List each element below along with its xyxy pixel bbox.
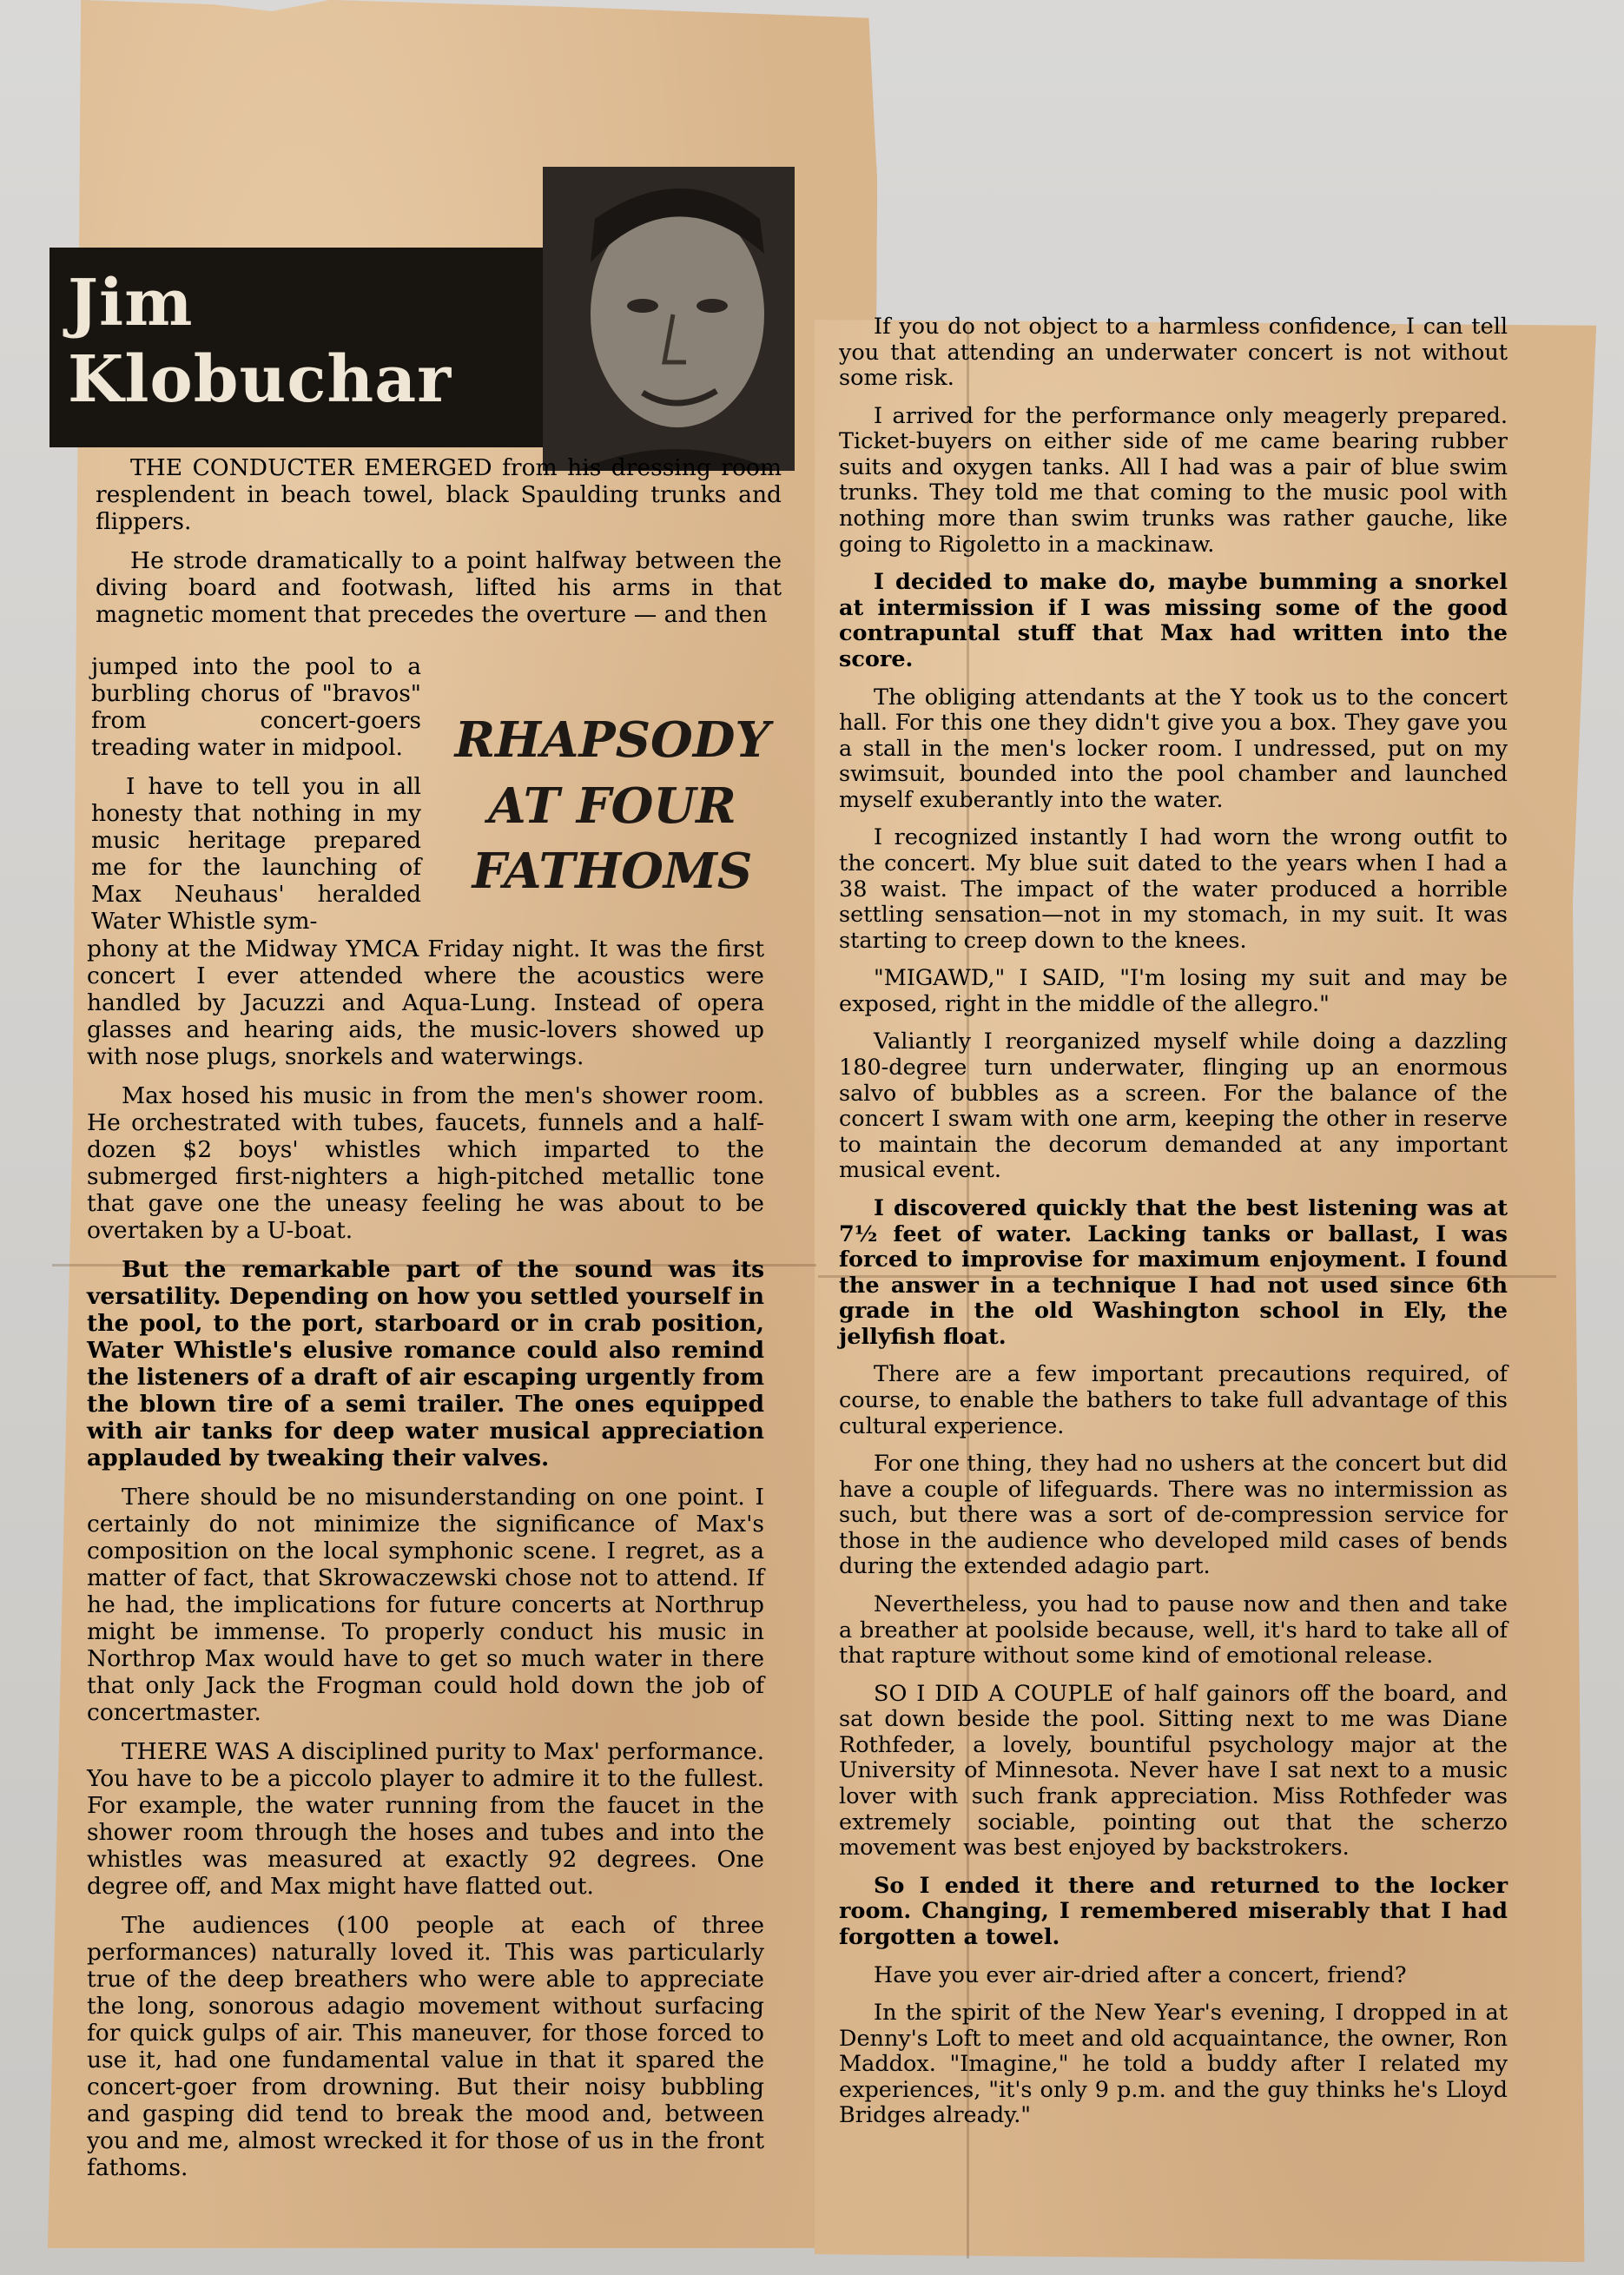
author-photo [543,167,795,471]
paragraph: There should be no misunderstanding on one point. I certainly do not minimize the significance of Max's composition on the local symphonic scene. I regret, as a matter of fact, that Skrowaczewski chose not to attend. If he had, the implications for future concerts at Northrup might be immense. To properly conduct his music in Northrop Max would have to get so much water in there that only Jack the Frogman could hold down the job of concertmaster. [87,1484,764,1726]
headline-line: RHAPSODY [454,711,770,769]
paragraph: I decided to make do, maybe bumming a snorkel at intermission if I was missing some of the good contrapuntal stuff that Max had written into the score. [839,569,1508,672]
paragraph: The obliging attendants at the Y took us to the concert hall. For this one they didn't give you a box. They gave you a stall in the men's locker room. I undressed, put on my swimsuit, bounded into the pool chamber and launched myself exuberantly into the water. [839,684,1508,813]
headline-line: FATHOMS [472,843,753,901]
byline-last-name: Klobuchar [68,342,452,417]
paragraph: Nevertheless, you had to pause now and then and take a breather at poolside because, well, it's hard to take all of that rapture without some kind of emotional release. [839,1591,1508,1670]
left-column-beside-headline [91,653,421,947]
right-column [839,314,1508,2141]
paragraph: The audiences (100 people at each of three performances) naturally loved it. This was particularly true of the deep breathers who were able to appreciate the long, sonorous adagio movement without surfacing for quick gulps of air. This maneuver, for those forced to use it, had one fundamental value in that it spared the concert-goer from drowning. But their noisy bubbling and gasping did tend to break the mood and, between you and me, almost wrecked it for those of us in the front fathoms. [87,1912,764,2181]
paragraph: I arrived for the performance only meagerly prepared. Ticket-buyers on either side of me came bearing rubber suits and oxygen tanks. All I had was a pair of blue swim trunks. They told me that coming to the music pool with nothing more than swim trunks was rather gauche, like going to Rigoletto in a mackinaw. [839,402,1508,558]
paragraph: He strode dramatically to a point halfway between the diving board and footwash, lifted his arms in that magnetic moment that precedes the overture — and then [96,547,782,628]
paragraph: THERE WAS A disciplined purity to Max' performance. You have to be a piccolo player to admire it to the fullest. For example, the water running from the faucet in the shower room through the hoses and tubes and into the whistles was measured at exactly 92 degrees. One degree off, and Max might have flatted out. [87,1738,764,1900]
article-headline [439,708,786,905]
paragraph: There are a few important precautions required, of course, to enable the bathers to take full advantage of this cultural experience. [839,1361,1508,1439]
byline-first-name: Jim [68,266,194,341]
paragraph: "MIGAWD," I SAID, "I'm losing my suit and may be exposed, right in the middle of the allegro." [839,965,1508,1017]
paragraph: In the spirit of the New Year's evening, I dropped in at Denny's Loft to meet and old acquaintance, the owner, Ron Maddox. "Imagine," he told a buddy after I related my experiences, "it's only 9 p.m. and the guy thinks he's Lloyd Bridges already." [839,2000,1508,2129]
left-column-body [87,936,764,2193]
paragraph: THE CONDUCTER EMERGED from his dressing room resplendent in beach towel, black Spaulding trunks and flippers. [96,454,782,535]
paragraph: But the remarkable part of the sound was its versatility. Depending on how you settled yourself in the pool, to the port, starboard or in crab position, Water Whistle's elusive romance could also remind the listeners of a draft of air escaping urgently from the blown tire of a semi trailer. The ones equipped with air tanks for deep water musical appreciation applauded by tweaking their valves. [87,1256,764,1471]
paragraph: For one thing, they had no ushers at the concert but did have a couple of lifeguards. There was no intermission as such, but there was a sort of de-compression service for those in the audience who developed mild cases of bends during the extended adagio part. [839,1451,1508,1580]
paragraph: SO I DID A COUPLE of half gainors off the board, and sat down beside the pool. Sitting next to me was Diane Rothfeder, a lovely, bountiful psychology major at the University of Minnesota. Never have I sat next to a music lover with such frank appreciation. Miss Rothfeder was extremely sociable, pointing out that the scherzo movement was best enjoyed by backstrokers. [839,1680,1508,1862]
paragraph: I recognized instantly I had worn the wrong outfit to the concert. My blue suit dated to the years when I had a 38 waist. The impact of the water produced a horrible settling sensation—not in my stomach, in my suit. It was starting to creep down to the knees. [839,824,1508,954]
left-column-intro [96,454,782,628]
paragraph: Valiantly I reorganized myself while doing a dazzling 180-degree turn underwater, flinging up an enormous salvo of bubbles as a screen. For the balance of the concert I swam with one arm, keeping the other in reserve to maintain the decorum demanded at any important musical event. [839,1028,1508,1184]
paragraph: jumped into the pool to a burbling chorus of "bravos" from concert-goers treading water in midpool. [91,653,421,761]
paragraph: Max hosed his music in from the men's shower room. He orchestrated with tubes, faucets, funnels and a half-dozen $2 boys' whistles which imparted to the submerged first-nighters a high-pitched metallic tone that gave one the uneasy feeling he was about to be overtaken by a U-boat. [87,1082,764,1244]
paragraph: If you do not object to a harmless confidence, I can tell you that attending an underwater concert is not without some risk. [839,314,1508,392]
paragraph: phony at the Midway YMCA Friday night. It was the first concert I ever attended where the acoustics were handled by Jacuzzi and Aqua-Lung. Instead of opera glasses and hearing aids, the music-lovers showed up with nose plugs, snorkels and waterwings. [87,936,764,1070]
paragraph: I discovered quickly that the best listening was at 7½ feet of water. Lacking tanks or ballast, I was forced to improvise for maximum enjoyment. I found the answer in a technique I had not used since 6th grade in the old Washington school in Ely, the jellyfish float. [839,1194,1508,1350]
paragraph: So I ended it there and returned to the locker room. Changing, I remembered miserably that I had forgotten a towel. [839,1872,1508,1950]
paragraph: Have you ever air-dried after a concert, friend? [874,1961,1407,1988]
author-portrait-icon [543,167,795,471]
headline-line: AT FOUR [488,777,736,835]
paragraph: I have to tell you in all honesty that nothing in my music heritage prepared me for the launching of Max Neuhaus' heralded Water Whistle sym- [91,773,421,935]
